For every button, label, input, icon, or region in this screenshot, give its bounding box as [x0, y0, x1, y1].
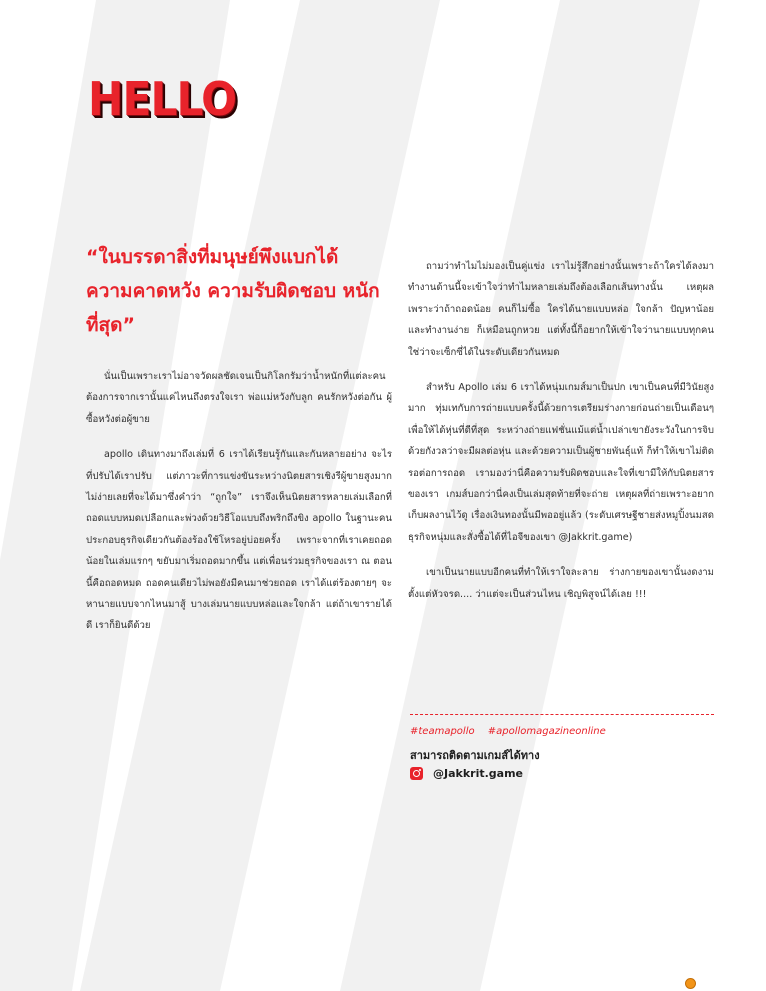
instagram-icon — [410, 767, 423, 780]
page-heading: HELLO — [88, 72, 237, 126]
instagram-handle[interactable]: @Jakkrit.game — [433, 767, 523, 780]
hashtags — [410, 726, 616, 737]
article-column-left — [86, 366, 392, 651]
page-marker-dot — [685, 978, 696, 989]
article-column-right — [408, 256, 714, 619]
paragraph: สำหรับ Apollo เล่ม 6 เราได้หนุ่มเกมส์มาเป็นปก เขาเป็นคนที่มีวินัยสูงมาก ทุ่มเทกับการถ่ายแบบครั้งนี้ด้วยการเตรียมร่างกายก่อนถ่ายเป็นเดือนๆ เพื่อให้ได้หุ่นที่ดีที่สุด ระหว่างถ่ายแฟชั่นแม้แต่น้ำเปล่าเขายังระวังในการจิบด้วยกังวลว่าจะมีผลต่อหุ่น และด้วยความเป็นผู้ชายพันธุ์แท้ ก็ทำให้เขาไม่ติดรอต่อการถอด เรามองว่านี่คือความรับผิดชอบและใจที่เขามีให้กับนิตยสารของเรา เกมส์บอกว่านี่คงเป็นเล่มสุดท้ายที่จะถ่าย เหตุผลที่ถ่ายเพราะอยากเก็บผลงานไว้ดู เรื่องเงินทองนั้นมีพออยู่แล้ว (ระดับเศรษฐีชายส่งหมูปิ้งนมสด ธุรกิจหนุ่มและสั่งซื้อได้ที่ไอจีของเขา @Jakkrit.game) — [408, 382, 714, 543]
paragraph: เขาเป็นนายแบบอีกคนที่ทำให้เราใจละลาย ร่างกายของเขานั้นงดงามตั้งแต่หัวจรด.... ว่าแต่จะเป็นส่วนไหน เชิญพิสูจน์ได้เลย !!! — [408, 567, 714, 600]
paragraph: นั่นเป็นเพราะเราไม่อาจวัดผลชัดเจนเป็นกิโลกรัมว่าน้ำหนักที่แต่ละคนต้องการจากเรานั้นแค่ไหนถึงตรงใจเรา พ่อแม่หวังกับลูก คนรักหวังต่อกัน ผู้ซื้อหวังต่อผู้ขาย — [86, 371, 392, 425]
dashed-divider — [410, 714, 714, 715]
paragraph: apollo เดินทางมาถึงเล่มที่ 6 เราได้เรียนรู้กันและกันหลายอย่าง จะไรที่ปรับได้เราปรับ แต่ภาวะที่การแข่งขันระหว่างนิตยสารเชิงรีผู้ขายสูงมาก ไม่ง่ายเลยที่จะได้มาซึ่งคำว่า “ถูกใจ” เราจึงเห็นนิตยสารหลายเล่มเลือกที่ถอดแบบหมดเปลือกและพ่วงด้วยวิธีโอแบบถึงพริกถึงขิง apollo ในฐานะคนประกอบธุรกิจเดียวกันต้องร้องใช้โหรอยู่บ่อยครั้ง เพราะจากที่เราเคยถอดน้อยในเล่มแรกๆ ขยับมาเริ่มถอดมากขึ้น แต่เพื่อนร่วมธุรกิจของเรา ณ ตอนนี้คือถอดหมด ถอดคนเดียวไม่พอยังมีคนมาช่วยถอด เราได้แต่ร้องตายๆ จะหานายแบบจากไหนมาสู้ บางเล่มนายแบบหล่อและใจกล้า แต่ถ้าเขารายได้ดี เราก็ยินดีด้วย — [86, 449, 392, 632]
follow-label: สามารถติดตามเกมส์ได้ทาง — [410, 749, 540, 762]
instagram-link[interactable] — [410, 767, 523, 780]
hashtag[interactable]: #apollomagazineonline — [487, 726, 606, 737]
paragraph: ถามว่าทำไมไม่มองเป็นคู่แข่ง เราไม่รู้สึกอย่างนั้นเพราะถ้าใครได้ลงมาทำงานด้านนี้จะเข้าใจว่าทำไมหลายเล่มถึงต้องเลือกเส้นทางนั้น เหตุผลเพราะว่าถ้าถอดน้อย คนก็ไม่ซื้อ ใครได้นายแบบหล่อ ใจกล้า ปัญหาน้อย และทำงานง่าย ก็เหมือนถูกหวย แต่ทั้งนี้ก็อยากให้เข้าใจว่านายแบบทุกคนใช่ว่าจะเซ็กซี่ได้ในระดับเดียวกันหมด — [408, 261, 714, 358]
hashtag[interactable]: #teamapollo — [410, 726, 475, 737]
pull-quote: “ในบรรดาสิ่งที่มนุษย์พึงแบกได้ ความคาดหวัง ความรับผิดชอบ หนักที่สุด” — [86, 246, 380, 336]
